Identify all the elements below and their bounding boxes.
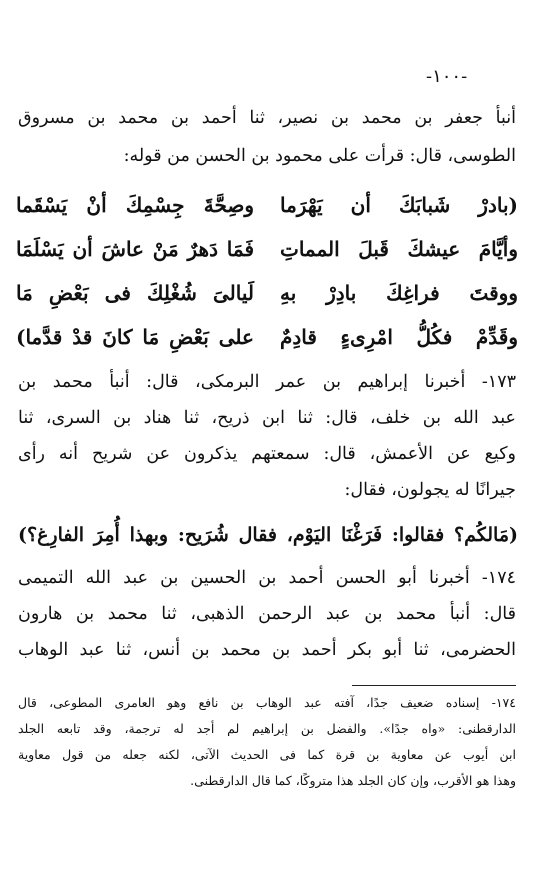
verse-second-hemistich: على بَعْضِ مَا كانَ قدْ قدَّما): [16, 325, 254, 349]
text-line: الحضرمى، ثنا أبو بكر أحمد بن محمد بن أنس، ثنا عبد الوهاب: [18, 640, 516, 660]
footnote-line: الدارقطنى: «واه جدًا». والفضل بن إبراهيم لم أجد له ترجمة، وقد تابعه الجلد: [18, 721, 516, 736]
footnote-divider: [352, 685, 516, 686]
text-line: وكيع عن الأعمش، قال: سمعتهم يذكرون عن شريح أنه رأى: [18, 444, 516, 464]
verse-row: [16, 320, 518, 360]
verse-row: [16, 276, 518, 316]
page-number: -١٠٠-: [426, 66, 468, 87]
text-line: عبد الله بن خلف، قال: ثنا ابن ذريح، ثنا هناد بن السرى، ثنا: [18, 408, 516, 428]
footnote-line: ابن أيوب عن معاوية بن قرة كما فى الحديث الآتى، لكنه جعله من قول معاوية: [18, 747, 516, 762]
text-line: قال: أنبأ محمد بن عبد الرحمن الذهبى، ثنا محمد بن هارون: [18, 604, 516, 624]
text-line: أنبأ جعفر بن محمد بن نصير، ثنا أحمد بن محمد بن مسروق: [18, 108, 516, 128]
text-line: الطوسى، قال: قرأت على محمود بن الحسن من قوله:: [123, 146, 516, 166]
verse-second-hemistich: فَمَا دَهرٌ مَنْ عاشَ أن يَسْلَمَا: [16, 237, 254, 261]
text-line: ١٧٤- أخبرنا أبو الحسن أحمد بن الحسين بن عبد الله التميمى: [18, 568, 516, 588]
verse-second-hemistich: لَيالىَ شُغْلِكَ فى بَعْضِ مَا: [16, 281, 254, 305]
verse-first-hemistich: وأيَّامَ عيشكَ قَبلَ المماتِ: [280, 237, 518, 261]
verse-row: [16, 188, 518, 228]
footnote-line: وهذا هو الأقرب، وإن كان الجلد هذا متروكًا، كما قال الدارقطنى.: [190, 773, 516, 788]
text-line: جيرانًا له يجولون، فقال:: [344, 480, 516, 500]
text-line: ١٧٣- أخبرنا إبراهيم بن عمر البرمكى، قال: أنبأ محمد بن: [18, 372, 516, 392]
verse-first-hemistich: وقَدِّمْ فكُلُّ امْرِىءٍ قادِمٌ: [280, 325, 518, 349]
verse-second-hemistich: وصِحَّةَ جِسْمِكَ أنْ يَسْقَما: [16, 193, 254, 217]
verse-row: [16, 232, 518, 272]
verse-first-hemistich: (بادرْ شَبابَكَ أن يَهْرَما: [280, 193, 518, 217]
verse-first-hemistich: ووقتَ فراغِكَ بادِرْ بهِ: [280, 281, 518, 305]
footnote-line: ١٧٤- إسناده ضعيف جدًا، آفته عبد الوهاب بن نافع وهو العامرى المطوعى، قال: [18, 695, 516, 710]
quoted-saying: (مَالكُم؟ فقالوا: فَرَغْنَا اليَوْم، فقال شُرَيح: وبهذا أُمِرَ الفارِغ؟): [18, 524, 518, 546]
